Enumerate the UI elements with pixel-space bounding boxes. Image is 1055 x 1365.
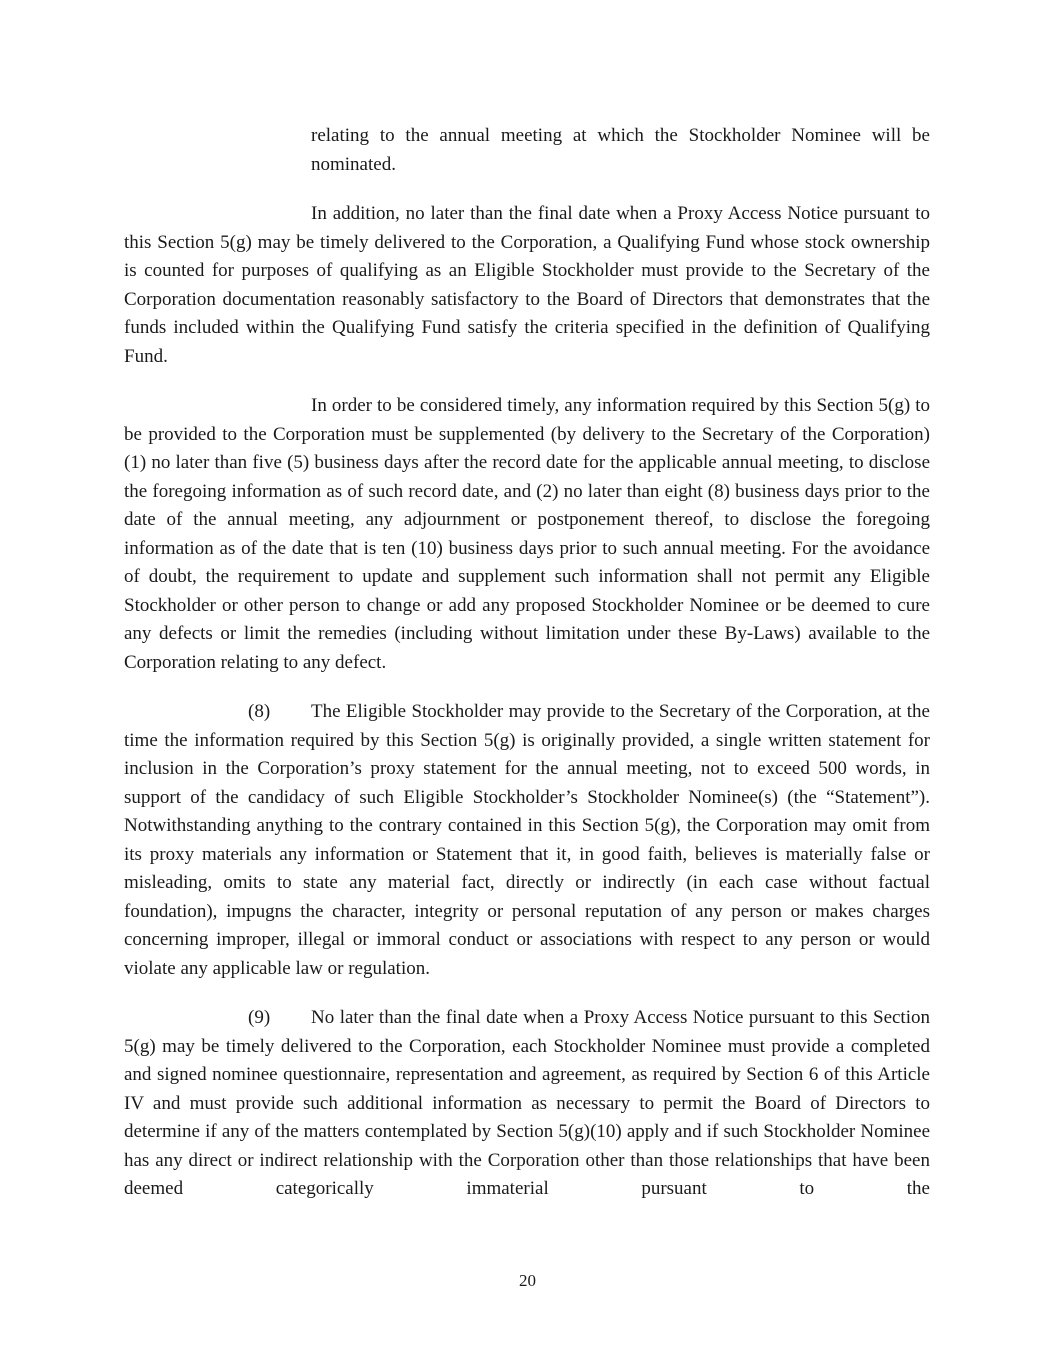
paragraph-timely-supplement: In order to be considered timely, any information required by this Section 5(g) to be provided to the Corporation must be supplemented (by delivery to the Secretary of the Corporation) (1) no later than five (5) business days after the record date for the applicable annual meeting, to disclose the foregoing information as of such record date, and (2) no later than eight (8) business days prior to the date of the annual meeting, any adjournment or postponement thereof, to disclose the foregoing information as of the date that is ten (10) business days prior to such annual meeting. For the avoidance of doubt, the requirement to update and supplement such information shall not permit any Eligible Stockholder or other person to change or add any proposed Stockholder Nominee or be deemed to cure any defects or limit the remedies (including without limitation under these By-Laws) available to the Corporation relating to any defect.	[124, 395, 930, 673]
paragraph-item-9	[124, 1004, 930, 1204]
item-number-9: (9)	[248, 1007, 271, 1028]
item-9-text: No later than the final date when a Proxy Access Notice pursuant to this Section 5(g) may be timely delivered to the Corporation, each Stockholder Nominee must provide a completed and signed nominee questionnaire, representation and agreement, as required by Section 6 of this Article IV and must provide such additional information as necessary to permit the Board of Directors to determine if any of the matters contemplated by Section 5(g)(10) apply and if such Stockholder Nominee has any direct or indirect relationship with the Corporation other than those relationships that have been deemed categorically immaterial pursuant to the	[124, 1007, 930, 1199]
page-number: 20	[519, 1271, 536, 1290]
paragraph-item-8	[124, 698, 930, 983]
item-number-8: (8)	[248, 701, 271, 722]
paragraph-continuation: relating to the annual meeting at which the Stockholder Nominee will be nominated.	[311, 125, 930, 175]
paragraph-qualifying-fund: In addition, no later than the final date when a Proxy Access Notice pursuant to this Section 5(g) may be timely delivered to the Corporation, a Qualifying Fund whose stock ownership is counted for purposes of qualifying as an Eligible Stockholder must provide to the Secretary of the Corporation documentation reasonably satisfactory to the Board of Directors that demonstrates that the funds included within the Qualifying Fund satisfy the criteria specified in the definition of Qualifying Fund.	[124, 203, 930, 367]
item-8-text: The Eligible Stockholder may provide to the Secretary of the Corporation, at the time the information required by this Section 5(g) is originally provided, a single written statement for inclusion in the Corporation’s proxy statement for the annual meeting, not to exceed 500 words, in support of the candidacy of such Eligible Stockholder’s Stockholder Nominee(s) (the “Statement”). Notwithstanding anything to the contrary contained in this Section 5(g), the Corporation may omit from its proxy materials any information or Statement that it, in good faith, believes is materially false or misleading, omits to state any material fact, directly or indirectly (in each case without factual foundation), impugns the character, integrity or personal reputation of any person or makes charges concerning improper, illegal or immoral conduct or associations with respect to any person or would violate any applicable law or regulation.	[124, 701, 930, 979]
